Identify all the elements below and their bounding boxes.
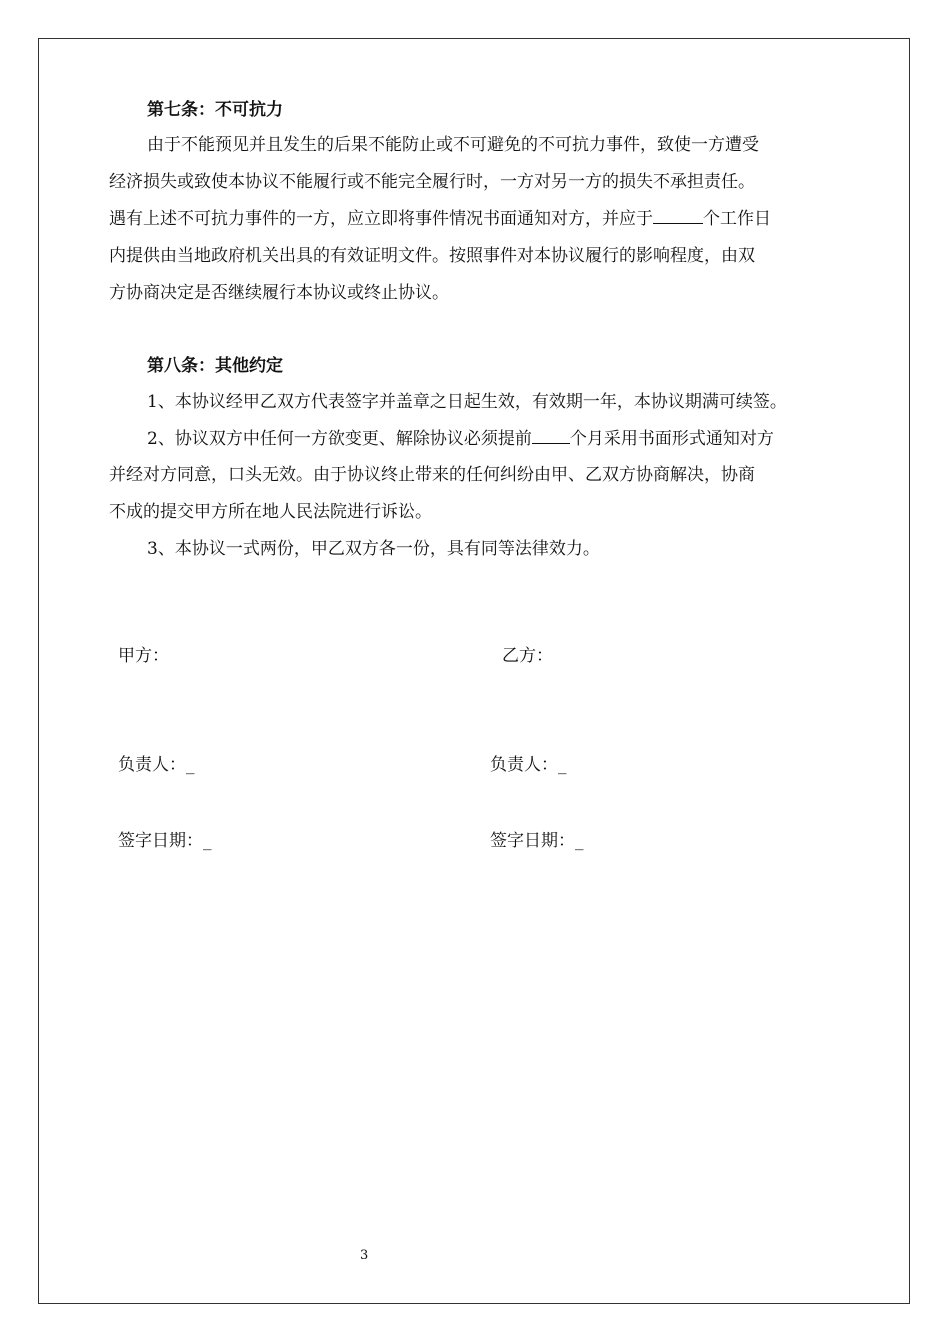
party-a-label: 甲方： [118, 646, 169, 666]
article8-heading: 第八条：其他约定 [147, 356, 283, 376]
article7-line5: 方协商决定是否继续履行本协议或终止协议。 [109, 283, 449, 303]
article8-item3: 3、本协议一式两份，甲乙双方各一份，具有同等法律效力。 [147, 539, 600, 559]
article7-line3 [109, 209, 771, 229]
party-a-date: 签字日期：_ [118, 831, 212, 851]
party-b-date: 签字日期：_ [490, 831, 584, 851]
article7-line4: 内提供由当地政府机关出具的有效证明文件。按照事件对本协议履行的影响程度，由双 [109, 246, 755, 266]
article8-item2-part1: 2、协议双方中任何一方欲变更、解除协议必须提前 [147, 429, 532, 449]
article8-item2-line2: 并经对方同意，口头无效。由于协议终止带来的任何纠纷由甲、乙双方协商解决，协商 [109, 465, 755, 485]
article8-item2-line3: 不成的提交甲方所在地人民法院进行诉讼。 [109, 502, 432, 522]
article7-line3-part2: 个工作日 [703, 209, 771, 229]
article8-item2 [147, 429, 774, 449]
article7-line3-part1: 遇有上述不可抗力事件的一方，应立即将事件情况书面通知对方，并应于 [109, 209, 653, 229]
article8-item1: 1、本协议经甲乙双方代表签字并盖章之日起生效，有效期一年，本协议期满可续签。 [147, 392, 787, 412]
article8-item2-part2: 个月采用书面形式通知对方 [569, 429, 774, 449]
party-a-responsible: 负责人：_ [118, 755, 195, 775]
months-blank [532, 429, 570, 444]
article7-heading: 第七条：不可抗力 [147, 100, 283, 120]
party-b-label: 乙方： [502, 646, 553, 666]
days-blank [653, 209, 703, 224]
article7-line2: 经济损失或致使本协议不能履行或不能完全履行时，一方对另一方的损失不承担责任。 [109, 172, 755, 192]
party-b-responsible: 负责人：_ [490, 755, 567, 775]
page-number: 3 [360, 1248, 369, 1263]
article7-line1: 由于不能预见并且发生的后果不能防止或不可避免的不可抗力事件，致使一方遭受 [147, 135, 759, 155]
